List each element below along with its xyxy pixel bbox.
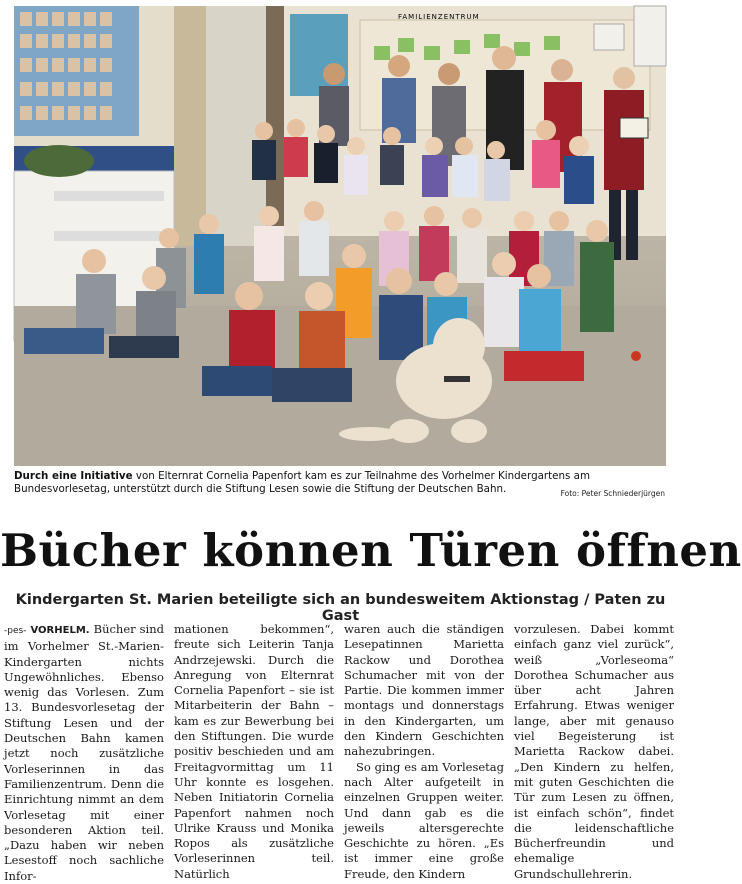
dateline: VORHELM. [30,625,90,636]
caption-text: von Elternrat Cornelia Papenfort kam es zur Teilnahme des Vorhelmer Kindergartens am Bundesvorlesetag, unterstützt durch die Stiftung Lesen sowie die Stiftung der Deutschen Bahn. [14,470,591,495]
group-photo [14,6,666,466]
column-2-text: mationen bekommen“, freute sich Leiterin Tanja Andrzejewski. Durch die Anregung von Elternrat Cornelia Papenfort – sie ist Mitarbeiterin der Bahn – kam es zur Bewerbung bei den Stiftungen. Die wurde positiv beschieden und am Freitagvormittag um 11 Uhr konnte es losgehen. Neben Initiatorin Cornelia Papenfort nahmen noch Ulrike Krauss und Monika Ropos als zusätzliche Vorleserinnen teil. Natürlich [174,622,334,881]
headline: Bücher können Türen öffnen [0,524,742,577]
column-3-text-a: waren auch die ständigen Lesepatinnen Marietta Rackow und Dorothea Schumacher mit von der Partie. Die kommen immer montags und donnerstags in den Kindergarten, um den Kindern Geschichten nahezubringen. [344,622,504,759]
column-3 [344,622,504,881]
article-body [4,622,676,883]
column-1 [4,622,165,883]
column-3-text-b: So ging es am Vorlesetag nach Alter aufgeteilt in einzelnen Gruppen weiter. Und dann gab es die jeweils altersgerechte Geschichte zu hören. „Es ist immer eine große Freude, den Kindern [344,759,504,881]
wall-sign: FAMILIENZENTRUM [398,13,480,21]
author-kicker: -pes- [4,626,27,636]
subheadline: Kindergarten St. Marien beteiligte sich an bundesweitem Aktionstag / Paten zu Gast [15,592,666,624]
caption-lead: Durch eine Initiative [14,470,133,482]
column-4 [514,622,674,881]
column-2 [174,622,334,881]
group-photo-illustration [14,6,666,466]
column-4-text: vorzulesen. Dabei kommt einfach ganz viel zurück“, weiß „Vorleseoma“ Dorothea Schumacher aus über acht Jahren Erfahrung. Etwas weniger lange, aber mit genauso viel Begeisterung ist Marietta Rackow dabei. „Den Kindern zu helfen, mit guten Geschichten die Tür zum Lesen zu öffnen, ist einfach schön“, findet die leidenschaftliche Bücherfreundin und ehemalige Grundschullehrerin. [514,622,674,881]
photo-credit: Foto: Peter Schniederjürgen [560,489,665,498]
column-1-text: Bücher sind im Vorhelmer St.-Marien-Kindergarten nichts Ungewöhnliches. Ebenso wenig das Vorlesen. Zum 13. Bundesvorlesetag der Stiftung Lesen und der Deutschen Bahn kamen jetzt noch zusätzliche Vorleserinnen in das Familienzentrum. Denn die Einrichtung nimmt an dem Vorlesetag mit einer besonderen Aktion teil. „Dazu haben wir neben Lesestoff noch sachliche Infor- [4,622,165,883]
